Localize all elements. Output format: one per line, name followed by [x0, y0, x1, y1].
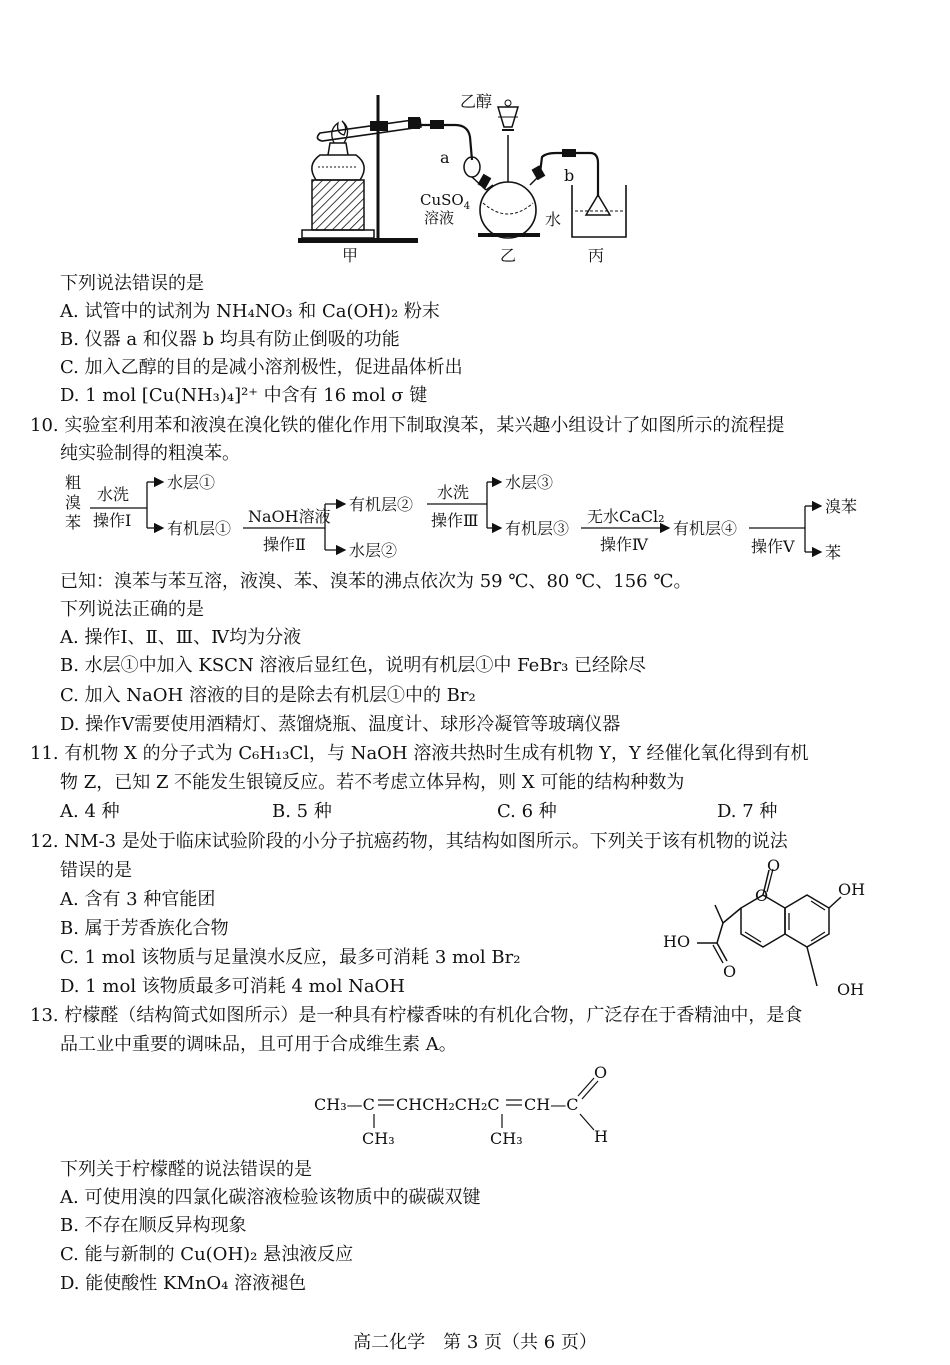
nm3-o-ring: O [755, 886, 769, 905]
q12-option-b: B. 属于芳香族化合物 [60, 918, 229, 939]
q12-option-a: A. 含有 3 种官能团 [60, 889, 216, 910]
flow-org4: 有机层④ [673, 519, 738, 538]
apparatus-label-cuso4: CuSO [420, 191, 464, 209]
flow-water3: 水层③ [505, 473, 554, 492]
citral-formula [310, 1062, 630, 1154]
citral-o: O [594, 1063, 608, 1082]
q13-option-c: C. 能与新制的 Cu(OH)₂ 悬浊液反应 [60, 1244, 354, 1265]
flow-op1: 操作Ⅰ [93, 511, 132, 530]
q10-flow-diagram [55, 470, 875, 562]
page-footer: 高二化学 第 3 页（共 6 页） [353, 1332, 597, 1353]
apparatus-label-water: 水 [545, 210, 562, 229]
q10-stem-line1: 10. 实验室利用苯和液溴在溴化铁的催化作用下制取溴苯，某兴趣小组设计了如图所示的流程提 [30, 415, 785, 436]
q12-option-c: C. 1 mol 该物质与足量溴水反应，最多可消耗 3 mol Br₂ [60, 947, 521, 968]
q11-stem-line2: 物 Z，已知 Z 不能发生银镜反应。若不考虑立体异构，则 X 可能的结构种数为 [60, 772, 685, 793]
q13-option-b: B. 不存在顺反异构现象 [60, 1215, 247, 1236]
apparatus-label-solution: 溶液 [424, 209, 455, 227]
q9-option-d: D. 1 mol [Cu(NH₃)₄]²⁺ 中含有 16 mol σ 键 [60, 385, 428, 406]
citral-ch3-a: CH₃ [362, 1129, 395, 1148]
flow-op5: 操作Ⅴ [751, 537, 795, 556]
flow-cacl2: 无水CaCl₂ [587, 507, 665, 526]
flow-op3: 操作Ⅲ [431, 511, 479, 530]
q11-option-a: A. 4 种 [60, 801, 120, 822]
flow-org2: 有机层② [349, 495, 414, 514]
q10-option-c: C. 加入 NaOH 溶液的目的是除去有机层①中的 Br₂ [60, 685, 476, 706]
q13-option-d: D. 能使酸性 KMnO₄ 溶液褪色 [60, 1273, 307, 1294]
citral-part3: CH—C [524, 1095, 579, 1114]
flow-start-1: 粗 [65, 473, 82, 492]
q10-prompt: 下列说法正确的是 [60, 599, 204, 620]
citral-h: H [594, 1127, 608, 1146]
q13-stem-line2: 品工业中重要的调味品，且可用于合成维生素 A。 [60, 1034, 457, 1055]
flow-wash1: 水洗 [97, 485, 130, 504]
flow-water2: 水层② [349, 541, 398, 560]
apparatus-label-b: b [564, 166, 575, 185]
nm3-ho: HO [663, 932, 691, 951]
nm3-structure [655, 855, 870, 1003]
nm3-o-top: O [767, 856, 781, 875]
citral-part1: CH₃—C [314, 1095, 375, 1114]
q13-option-a: A. 可使用溴的四氯化碳溶液检验该物质中的碳碳双键 [60, 1187, 481, 1208]
q9-prompt: 下列说法错误的是 [60, 273, 204, 294]
nm3-oh2: OH [837, 980, 865, 999]
flow-op4: 操作Ⅳ [600, 535, 648, 554]
citral-ch3-b: CH₃ [490, 1129, 523, 1148]
q9-option-c: C. 加入乙醇的目的是减小溶剂极性，促进晶体析出 [60, 357, 463, 378]
apparatus-figure [290, 85, 635, 265]
flow-org1: 有机层① [167, 519, 232, 538]
apparatus-label-yi: 乙 [500, 246, 517, 265]
flow-start-3: 苯 [65, 513, 82, 532]
flow-benzene: 苯 [825, 543, 842, 562]
flow-bromobenzene: 溴苯 [825, 497, 858, 516]
nm3-o-acid: O [723, 962, 737, 981]
apparatus-label-ethanol: 乙醇 [460, 92, 493, 111]
q10-option-d: D. 操作Ⅴ需要使用酒精灯、蒸馏烧瓶、温度计、球形冷凝管等玻璃仪器 [60, 714, 621, 735]
q13-prompt: 下列关于柠檬醛的说法错误的是 [60, 1159, 312, 1180]
q10-option-a: A. 操作Ⅰ、Ⅱ、Ⅲ、Ⅳ均为分液 [60, 627, 302, 648]
apparatus-label-bing: 丙 [588, 246, 605, 265]
flow-water1: 水层① [167, 473, 216, 492]
nm3-oh1: OH [838, 880, 866, 899]
q9-option-b: B. 仪器 a 和仪器 b 均具有防止倒吸的功能 [60, 329, 400, 350]
q11-option-c: C. 6 种 [497, 801, 557, 822]
flow-naoh: NaOH溶液 [248, 507, 331, 526]
q13-stem-line1: 13. 柠檬醛（结构简式如图所示）是一种具有柠檬香味的有机化合物，广泛存在于香精油中，是食 [30, 1005, 803, 1026]
apparatus-label-jia: 甲 [342, 246, 359, 265]
q12-option-d: D. 1 mol 该物质最多可消耗 4 mol NaOH [60, 976, 406, 997]
q11-option-d: D. 7 种 [717, 801, 778, 822]
apparatus-label-a: a [440, 148, 450, 167]
q11-option-b: B. 5 种 [272, 801, 332, 822]
citral-part2: CHCH₂CH₂C [396, 1095, 500, 1114]
q9-option-a: A. 试管中的试剂为 NH₄NO₃ 和 Ca(OH)₂ 粉末 [60, 301, 440, 322]
q11-stem-line1: 11. 有机物 X 的分子式为 C₆H₁₃Cl，与 NaOH 溶液共热时生成有机物 Y，Y 经催化氧化得到有机 [30, 743, 809, 764]
q10-option-b: B. 水层①中加入 KSCN 溶液后显红色，说明有机层①中 FeBr₃ 已经除尽 [60, 655, 647, 676]
q12-stem-line1: 12. NM-3 是处于临床试验阶段的小分子抗癌药物，其结构如图所示。下列关于该有机物的说法 [30, 831, 788, 852]
flow-wash3: 水洗 [437, 483, 470, 502]
q10-known: 已知：溴苯与苯互溶，液溴、苯、溴苯的沸点依次为 59 ℃、80 ℃、156 ℃。 [60, 571, 692, 592]
svg-text:CuSO4: CuSO$_4$ [420, 191, 471, 212]
flow-start-2: 溴 [65, 493, 82, 512]
flow-org3: 有机层③ [505, 519, 570, 538]
q10-stem-line2: 纯实验制得的粗溴苯。 [60, 443, 240, 464]
flow-op2: 操作Ⅱ [263, 535, 306, 554]
q12-stem-line2: 错误的是 [60, 860, 132, 881]
